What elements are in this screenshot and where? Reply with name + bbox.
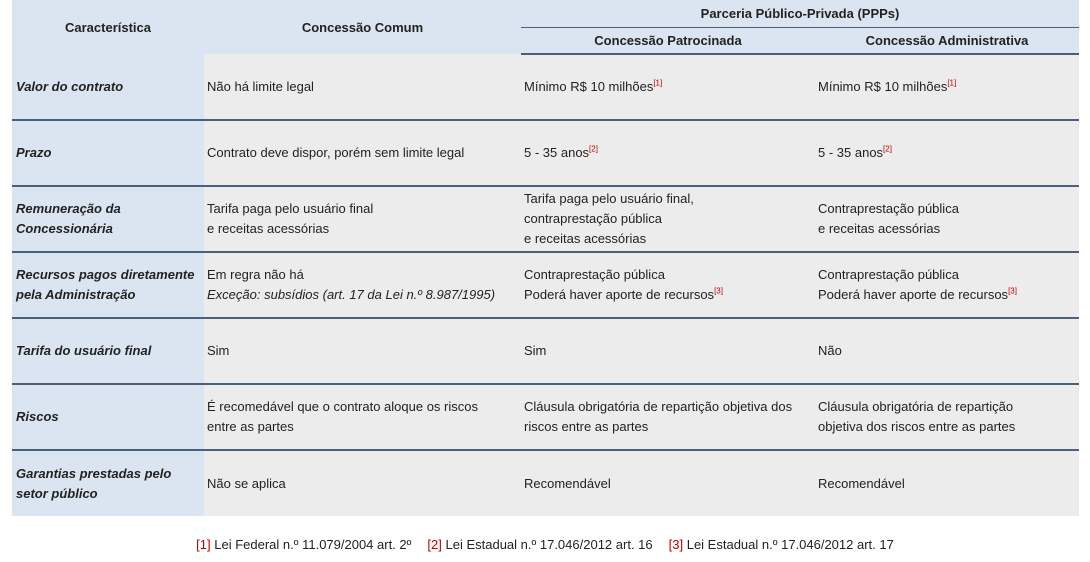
cell-concessao-patrocinada — [521, 450, 815, 516]
footnote-number: [2] — [427, 537, 442, 552]
cell-text: e receitas acessórias — [524, 231, 647, 246]
cell-text: Exceção: subsídios (art. 17 da Lei n.º 8.987/1995) — [207, 287, 496, 302]
cell-text: Em regra não há — [207, 267, 304, 282]
cell-text-line — [524, 229, 811, 249]
cell-text: 5 - 35 anos — [818, 145, 884, 160]
cell-concessao-administrativa — [815, 450, 1079, 516]
cell-concessao-comum — [204, 318, 521, 384]
cell-text: Sim — [524, 343, 547, 358]
cell-text: É recomedável que o contrato aloque os riscos — [207, 399, 478, 414]
header-concessao-administrativa: Concessão Administrativa — [815, 28, 1079, 55]
cell-text-line — [207, 341, 517, 361]
cell-text: Contraprestação pública — [818, 201, 959, 216]
table-row — [12, 186, 1079, 252]
cell-concessao-administrativa — [815, 54, 1079, 120]
cell-text-line — [207, 77, 517, 97]
cell-text-line — [207, 199, 517, 219]
cell-text-line — [207, 265, 517, 285]
cell-concessao-administrativa — [815, 384, 1079, 450]
cell-text-line — [818, 265, 1075, 285]
header-concessao-comum: Concessão Comum — [204, 0, 521, 54]
cell-concessao-comum — [204, 450, 521, 516]
table-row — [12, 54, 1079, 120]
row-label — [12, 186, 204, 252]
cell-text: Poderá haver aporte de recursos — [818, 287, 1009, 302]
cell-text: Recomendável — [818, 475, 905, 491]
cell-text: Não — [818, 343, 842, 358]
footnote-item — [669, 537, 894, 552]
cell-text: objetiva dos riscos entre as partes — [818, 419, 1016, 434]
cell-text-line — [16, 143, 200, 163]
cell-text: Contraprestação pública — [818, 267, 959, 282]
footnote-text: Lei Estadual n.º 17.046/2012 art. 17 — [686, 537, 894, 552]
cell-text: Mínimo R$ 10 milhões — [524, 79, 654, 94]
cell-text-line — [207, 143, 517, 163]
cell-text: Contrato deve dispor, porém sem limite legal — [207, 145, 465, 160]
cell-text: e receitas acessórias — [818, 221, 941, 236]
footnote-reference: [3] — [714, 286, 723, 296]
table-body — [12, 54, 1079, 516]
cell-concessao-administrativa — [815, 252, 1079, 318]
footnote-item — [427, 537, 652, 552]
cell-text: Remuneração da — [16, 201, 121, 216]
footnotes — [0, 537, 1090, 552]
cell-text-line — [818, 397, 1075, 417]
cell-text: Prazo — [16, 145, 52, 160]
cell-text-line — [524, 189, 811, 209]
cell-text-line — [818, 341, 1075, 361]
cell-concessao-comum — [204, 120, 521, 186]
cell-text-line — [818, 199, 1075, 219]
cell-text-line — [16, 219, 200, 239]
cell-text: entre as partes — [207, 419, 294, 434]
cell-text-line — [207, 285, 517, 305]
cell-text-line — [818, 474, 1075, 494]
cell-text-line — [207, 397, 517, 417]
cell-text-line — [16, 464, 200, 484]
cell-concessao-patrocinada — [521, 384, 815, 450]
header-caracteristica: Característica — [12, 0, 204, 54]
footnote-number: [3] — [668, 537, 684, 552]
row-label — [12, 54, 204, 120]
cell-text-line — [524, 209, 811, 229]
cell-concessao-patrocinada — [521, 186, 815, 252]
footnote-reference: [3] — [1008, 286, 1017, 296]
cell-text: e receitas acessórias — [207, 221, 330, 236]
comparison-table-frame — [12, 0, 1079, 516]
header-ppp: Parceria Público-Privada (PPPs) — [521, 0, 1079, 28]
cell-text-line — [16, 484, 200, 504]
cell-text-line — [818, 77, 1075, 97]
footnote-reference: [2] — [589, 144, 598, 154]
header-concessao-patrocinada: Concessão Patrocinada — [521, 28, 815, 55]
cell-concessao-patrocinada — [521, 54, 815, 120]
cell-concessao-patrocinada — [521, 252, 815, 318]
cell-text: Valor do contrato — [16, 78, 124, 94]
cell-text: Tarifa do usuário final — [16, 343, 152, 358]
cell-text-line — [16, 407, 200, 427]
table-row — [12, 318, 1079, 384]
cell-text: Sim — [207, 343, 230, 358]
cell-text: pela Administração — [16, 287, 136, 302]
cell-text: Contraprestação pública — [524, 267, 665, 282]
table-row — [12, 450, 1079, 516]
cell-concessao-administrativa — [815, 318, 1079, 384]
cell-text: Garantias prestadas pelo — [16, 465, 172, 481]
cell-text: Tarifa paga pelo usuário final — [207, 201, 374, 216]
footnote-reference: [1] — [947, 78, 957, 88]
cell-text-line — [818, 417, 1075, 437]
footnote-text: Lei Federal n.º 11.079/2004 art. 2º — [214, 537, 412, 552]
row-label — [12, 450, 204, 516]
cell-text: Riscos — [16, 409, 59, 424]
cell-text-line — [524, 474, 811, 494]
cell-text-line — [207, 474, 517, 494]
footnote-reference: [1] — [653, 78, 663, 88]
cell-concessao-comum — [204, 252, 521, 318]
cell-concessao-administrativa — [815, 120, 1079, 186]
cell-text-line — [207, 219, 517, 239]
table-row — [12, 384, 1079, 450]
cell-text-line — [818, 219, 1075, 239]
cell-text: contraprestação pública — [524, 211, 663, 226]
footnote-reference: [2] — [883, 144, 892, 154]
cell-text-line — [524, 397, 811, 417]
cell-text: Mínimo R$ 10 milhões — [818, 79, 948, 94]
table-row — [12, 120, 1079, 186]
row-label — [12, 318, 204, 384]
row-label — [12, 120, 204, 186]
table-row — [12, 252, 1079, 318]
cell-text-line — [524, 341, 811, 361]
cell-text-line — [16, 341, 200, 361]
footnote-text: Lei Estadual n.º 17.046/2012 art. 16 — [445, 537, 653, 552]
cell-text-line — [16, 265, 200, 285]
cell-concessao-comum — [204, 54, 521, 120]
cell-text-line — [524, 417, 811, 437]
footnote-item — [196, 537, 411, 552]
cell-text-line — [818, 285, 1075, 305]
cell-text-line — [524, 77, 811, 97]
cell-text-line — [16, 199, 200, 219]
cell-text-line — [16, 285, 200, 305]
cell-text: Não se aplica — [207, 475, 286, 491]
cell-text: Cláusula obrigatória de repartição objetiva dos — [524, 399, 793, 414]
cell-concessao-administrativa — [815, 186, 1079, 252]
cell-text: Poderá haver aporte de recursos — [524, 287, 715, 302]
cell-concessao-patrocinada — [521, 318, 815, 384]
cell-text: 5 - 35 anos — [524, 145, 590, 160]
cell-text: Cláusula obrigatória de repartição — [818, 399, 1014, 414]
cell-text: riscos entre as partes — [524, 419, 649, 434]
cell-text: setor público — [16, 485, 98, 501]
cell-text: Recomendável — [524, 475, 611, 491]
row-label — [12, 252, 204, 318]
cell-concessao-patrocinada — [521, 120, 815, 186]
cell-text-line — [207, 417, 517, 437]
cell-text-line — [524, 143, 811, 163]
cell-text: Recursos pagos diretamente — [16, 267, 195, 282]
footnote-number: [1] — [196, 537, 211, 552]
cell-text: Não há limite legal — [207, 78, 314, 94]
cell-concessao-comum — [204, 186, 521, 252]
cell-text: Tarifa paga pelo usuário final, — [524, 191, 694, 206]
cell-text-line — [524, 285, 811, 305]
cell-concessao-comum — [204, 384, 521, 450]
cell-text: Concessionária — [16, 221, 113, 236]
cell-text-line — [524, 265, 811, 285]
row-label — [12, 384, 204, 450]
cell-text-line — [16, 77, 200, 97]
comparison-table — [12, 0, 1079, 516]
cell-text-line — [818, 143, 1075, 163]
